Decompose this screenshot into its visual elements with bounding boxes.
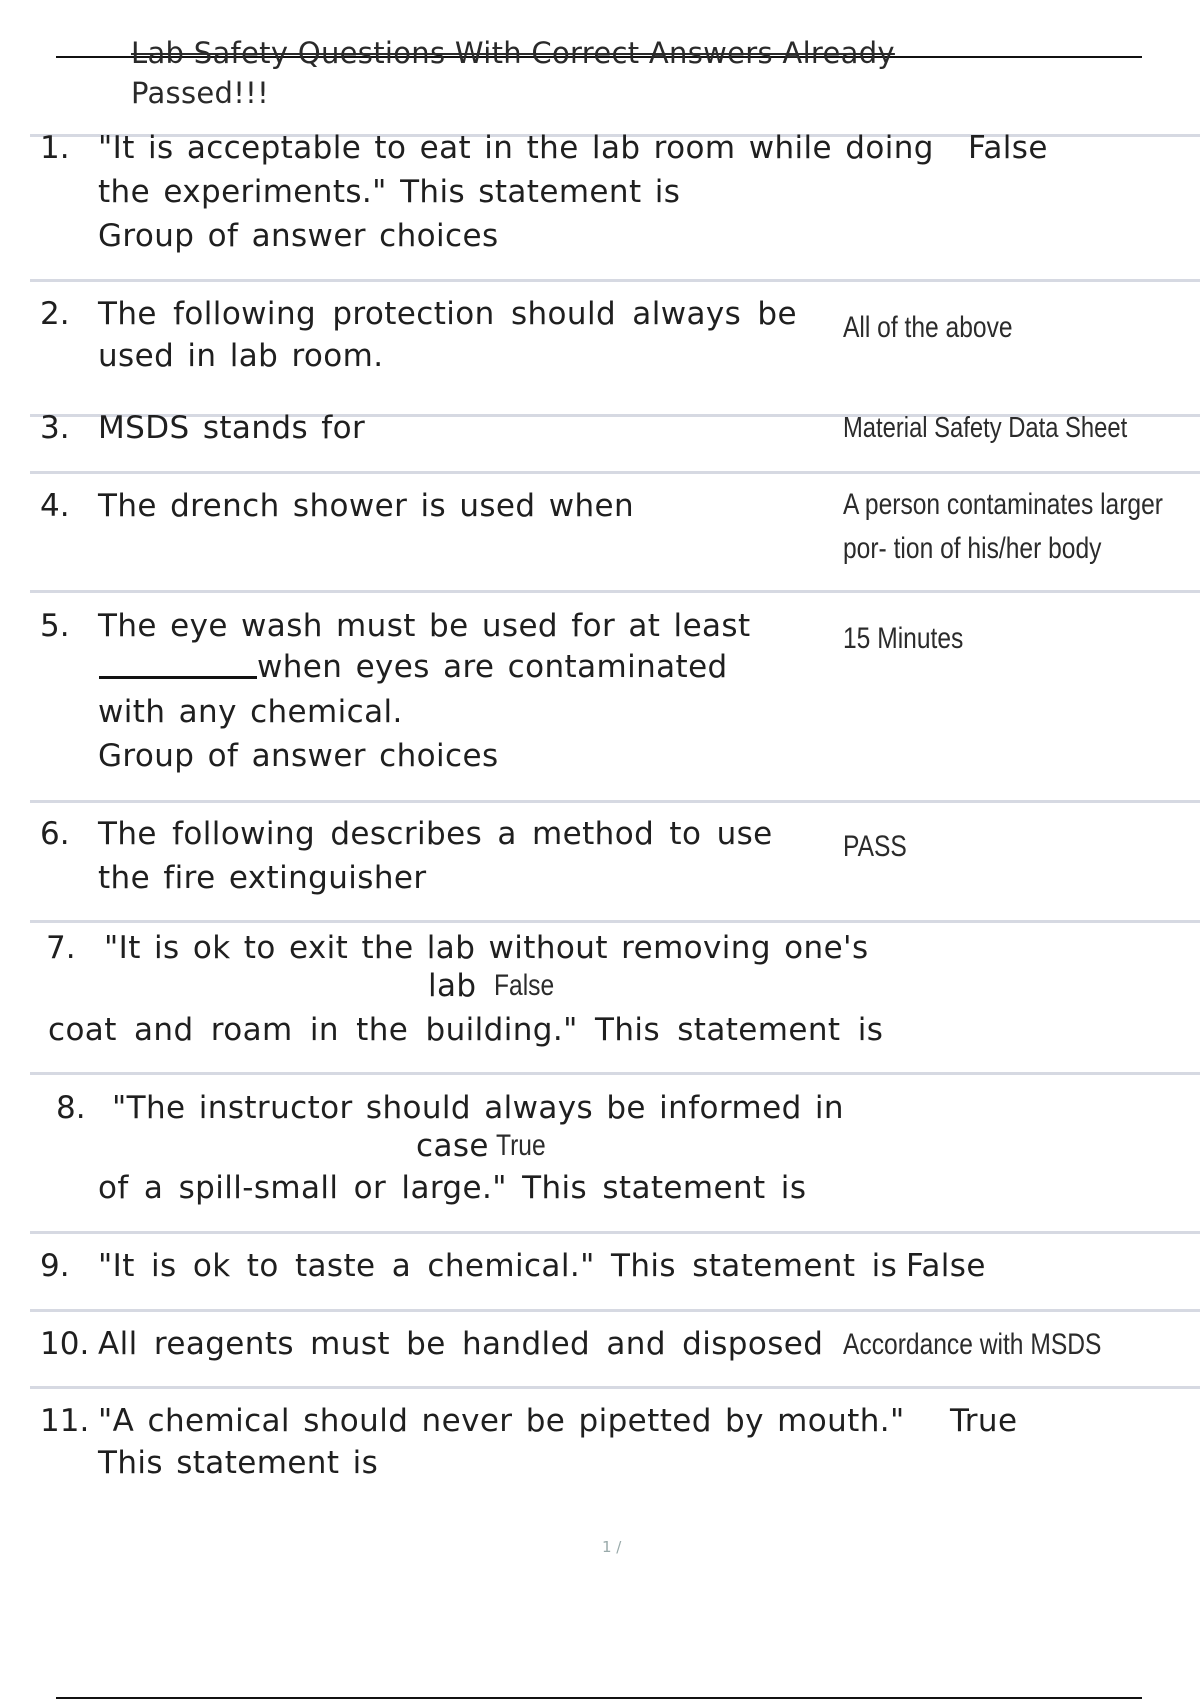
- question-text: lab: [428, 968, 477, 1004]
- question-text: used in lab room.: [98, 338, 384, 374]
- question-answer: por- tion of his/her body: [843, 532, 1102, 565]
- divider: [30, 590, 1200, 593]
- divider: [30, 1386, 1200, 1389]
- question-number: 10.: [40, 1326, 90, 1362]
- question-answer: False: [494, 969, 555, 1002]
- question-text: The eye wash must be used for at least: [98, 608, 751, 644]
- question-number: 2.: [40, 296, 70, 332]
- question-text: of a spill-small or large." This statement is: [98, 1170, 807, 1206]
- question-number: 11.: [40, 1403, 90, 1439]
- question-text: MSDS stands for: [98, 410, 366, 446]
- footer-rule: [56, 1697, 1142, 1699]
- document-title-line2: Passed!!!: [131, 76, 270, 110]
- question-number: 9.: [40, 1248, 70, 1284]
- question-answer: All of the above: [843, 311, 1013, 344]
- question-number: 8.: [56, 1090, 86, 1126]
- question-answer: False: [906, 1248, 986, 1284]
- question-answer: Material Safety Data Sheet: [843, 412, 1128, 444]
- question-number: 4.: [40, 488, 70, 524]
- question-number: 3.: [40, 410, 70, 446]
- divider: [30, 1309, 1200, 1312]
- question-text: "The instructor should always be informed in: [112, 1090, 844, 1126]
- divider: [30, 800, 1200, 803]
- fill-in-blank: [99, 676, 257, 679]
- question-text: when eyes are contaminated: [257, 649, 728, 685]
- question-text: with any chemical.: [98, 694, 403, 730]
- question-text: All reagents must be handled and disposed: [98, 1326, 824, 1362]
- divider: [30, 1072, 1200, 1075]
- divider: [30, 920, 1200, 923]
- question-answer: A person contaminates larger: [843, 488, 1163, 521]
- question-text: "A chemical should never be pipetted by mouth.": [98, 1403, 905, 1439]
- question-answer: True: [950, 1403, 1018, 1439]
- question-answer: False: [968, 130, 1048, 166]
- question-text: Group of answer choices: [98, 218, 499, 254]
- question-number: 5.: [40, 608, 70, 644]
- question-text: Group of answer choices: [98, 738, 499, 774]
- divider: [30, 471, 1200, 474]
- question-text: The following protection should always be: [98, 296, 797, 332]
- question-text: This statement is: [98, 1445, 379, 1481]
- question-answer: Accordance with MSDS: [843, 1328, 1102, 1361]
- question-answer: True: [496, 1129, 546, 1162]
- question-text: "It is acceptable to eat in the lab room while doing: [98, 130, 934, 166]
- question-text: "It is ok to exit the lab without removing one's: [104, 930, 869, 966]
- question-number: 6.: [40, 816, 70, 852]
- question-text: the experiments." This statement is: [98, 174, 681, 210]
- question-number: 7.: [46, 930, 76, 966]
- question-text: The drench shower is used when: [98, 488, 635, 524]
- page-number: 1 /: [602, 1538, 622, 1556]
- divider: [30, 1231, 1200, 1234]
- question-text: The following describes a method to use: [98, 816, 773, 852]
- question-text: case: [416, 1128, 489, 1164]
- question-text: the fire extinguisher: [98, 860, 427, 896]
- document-title-line1: Lab Safety Questions With Correct Answers Already: [131, 36, 895, 70]
- question-number: 1.: [40, 130, 70, 166]
- question-answer: PASS: [843, 830, 907, 863]
- question-answer: 15 Minutes: [843, 622, 964, 655]
- divider: [30, 279, 1200, 282]
- question-text: coat and roam in the building." This statement is: [48, 1012, 884, 1048]
- question-text: "It is ok to taste a chemical." This statement is: [98, 1248, 898, 1284]
